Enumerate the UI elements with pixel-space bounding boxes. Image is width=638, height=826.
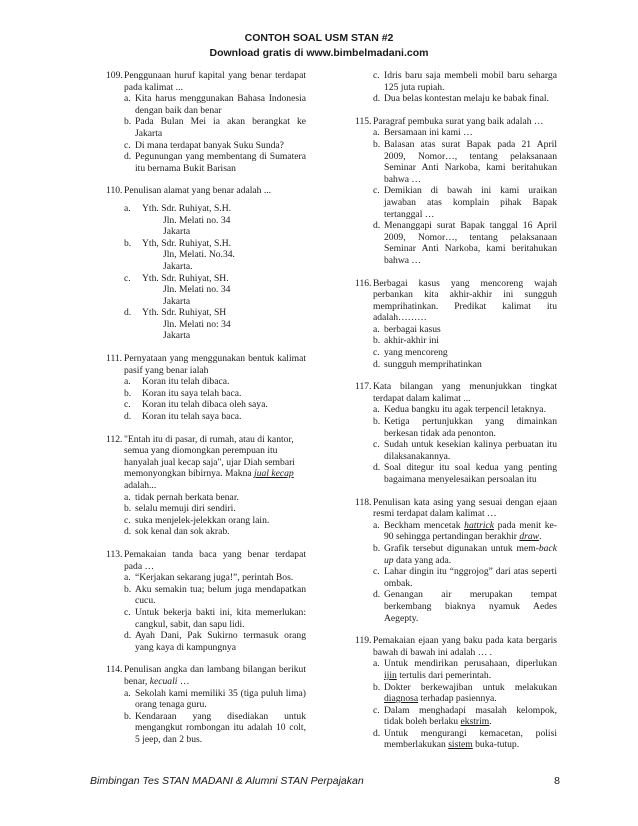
option-a: a. Bersamaan ini kami …: [373, 127, 473, 139]
question-116: [355, 278, 557, 371]
option-b: b. Grafik tersebut digunakan untuk mem-back up data yang ada.: [373, 542, 557, 566]
option-d: d. Pegunungan yang membentang di Sumatera itu bernama Bukit Barisan: [124, 151, 306, 174]
question-stem: Pernyataan yang menggunakan bentuk kalimat pasif yang benar ialah: [124, 353, 306, 376]
question-115: [355, 116, 557, 267]
question-117: [355, 381, 557, 485]
question-number: 117.: [355, 381, 372, 393]
option-d: d. sungguh memprihatinkan: [373, 358, 482, 370]
option-d: d. Genangan air merupakan tempat berkembang biaknya nyamuk Aedes Aegepty.: [373, 589, 557, 624]
page-header: [0, 31, 638, 61]
option-b: b. Aku semakin tua; belum juga mendapatkan cucu.: [124, 583, 306, 607]
option-b: b. Balasan atas surat Bapak pada 21 April 2009, Nomor…, tentang pelaksanaan Seminar Anti Narkoba, kami beritahukan bahwa …: [373, 138, 557, 185]
question-stem: Penulisan alamat yang benar adalah ...: [124, 185, 272, 197]
option-b: b. Yth, Sdr. Ruhiyat, S.H. Jln, Melati. No.34. Jakarta.: [124, 237, 235, 272]
right-column: [355, 70, 557, 751]
question-number: 109.: [106, 70, 123, 81]
option-c: c. Untuk bekerja bakti ini, kita memerlukan: cangkul, sabit, dan sapu lidi.: [124, 606, 306, 630]
left-column: [106, 70, 306, 745]
footer-text: Bimbingan Tes STAN MADANI & Alumni STAN Perpajakan: [90, 775, 364, 787]
question-stem: Kata bilangan yang menunjukkan tingkat terdapat dalam kalimat ...: [373, 381, 557, 404]
option-b: b. Koran itu saya telah baca.: [124, 387, 242, 399]
question-number: 112.: [106, 433, 123, 445]
option-d: d. Soal ditegur itu soal kedua yang penting bagaimana menyelesaikan persoalan itu: [373, 462, 557, 485]
question-number: 111.: [106, 353, 123, 365]
option-c: c. Lahar dingin itu “nggrojog” dari atas seperti ombak.: [373, 566, 557, 589]
option-c: c. Yth. Sdr. Ruhiyat, SH. Jln. Melati no. 34 Jakarta: [124, 272, 231, 307]
question-114-continued: [355, 70, 557, 105]
question-stem: Penulisan angka dan lambang bilangan berikut benar, kecuali …: [124, 664, 306, 687]
option-a: a. Yth. Sdr. Ruhiyat, S.H. Jln. Melati no. 34 Jakarta: [124, 202, 232, 238]
option-d: d. Ayah Dani, Pak Sukirno termasuk orang yang kaya di kampungnya: [124, 630, 306, 653]
question-118: [355, 497, 557, 625]
option-b: b. Kendaraan yang disediakan untuk mengangkut rombongan itu adalah 10 colt, 5 jeep, dan 2 bus.: [124, 710, 306, 745]
question-stem: Paragraf pembuka surat yang baik adalah …: [373, 115, 544, 127]
option-c: c. Idris baru saja membeli mobil baru seharga 125 juta rupiah.: [373, 70, 557, 93]
question-stem: "Entah itu di pasar, di rumah, atau di kantor, semua yang diomongkan perempuan itu hanyalah jual kecap saja", ujar Diah sembari memonyongkan bibirnya. Makna jual kecap adalah...: [124, 433, 295, 491]
question-111: [106, 353, 306, 423]
question-110: [106, 185, 306, 342]
question-stem: Pemakaian tanda baca yang benar terdapat pada …: [124, 548, 306, 572]
option-c: c. Koran itu telah dibaca oleh saya.: [124, 399, 268, 411]
option-a: a. tidak pernah berkata benar.: [124, 491, 239, 503]
option-a: a. Sekolah kami memiliki 35 (tiga puluh lima) orang tenaga guru.: [124, 687, 306, 711]
question-number: 110.: [106, 185, 123, 197]
option-b: b. Ketiga pertunjukkan yang dimainkan berkesan tidak ada penonton.: [373, 416, 557, 439]
question-number: 113.: [106, 548, 123, 560]
option-b: b. Dokter berkewajiban untuk melakukan diagnosa terhadap pasiennya.: [373, 681, 557, 705]
option-d: d. Koran itu telah saya baca.: [124, 411, 242, 423]
question-stem: Penggunaan huruf kapital yang benar terdapat pada kalimat ...: [124, 70, 306, 93]
page-number: 8: [554, 775, 560, 787]
option-c: c. Demikian di bawah ini kami uraikan jawaban atas komplain pihak Bapak tertanggal …: [373, 185, 557, 220]
question-112: [106, 434, 306, 538]
option-d: d. Dua belas kontestan melaju ke babak final.: [373, 93, 549, 105]
question-stem: Penulisan kata asing yang sesuai dengan ejaan resmi terdapat dalam kalimat …: [373, 496, 557, 520]
question-113: [106, 549, 306, 653]
page-subtitle: Download gratis di www.bimbelmadani.com: [209, 47, 429, 59]
question-number: 116.: [355, 277, 372, 289]
option-a: a. “Kerjakan sekarang juga!”, perintah Bos.: [124, 572, 294, 584]
option-a: a. Untuk mendirikan perusahaan, diperlukan ijin tertulis dari pemerintah.: [373, 658, 557, 681]
option-d: d. Yth. Sdr. Ruhiyat, SH Jln. Melati no: 34 Jakarta: [124, 307, 231, 342]
page-footer: [90, 775, 560, 787]
option-a: a. berbagai kasus: [373, 323, 441, 335]
question-stem: Pemakaian ejaan yang baku pada kata bergaris bawah di bawah ini adalah … .: [373, 635, 557, 658]
option-b: b. akhir-akhir ini: [373, 335, 439, 347]
option-c: c. Di mana terdapat banyak Suku Sunda?: [124, 139, 284, 151]
option-d: d. Untuk mengurangi kemacetan, polisi memberlakukan sistem buka-tutup.: [373, 727, 557, 751]
page-title: CONTOH SOAL USM STAN #2: [244, 32, 394, 44]
option-a: a. Kedua bangku itu agak terpencil letaknya.: [373, 404, 546, 416]
question-stem: Berbagai kasus yang mencoreng wajah perbankan kita akhir-akhir ini sungguh memprihatinkan. Predikat kalimat itu adalah………: [373, 277, 557, 324]
option-a: a. Beckham mencetak hattrick pada menit ke-90 sehingga pertandingan berakhir draw.: [373, 519, 558, 543]
option-b: b. Pada Bulan Mei ia akan berangkat ke Jakarta: [124, 116, 306, 139]
option-d: d. sok kenal dan sok akrab.: [124, 526, 230, 538]
question-119: [355, 635, 557, 751]
option-b: b. selalu memuji diri sendiri.: [124, 503, 236, 515]
option-c: c. yang mencoreng: [373, 347, 448, 359]
question-number: 115.: [355, 115, 372, 127]
option-d: d. Menanggapi surat Bapak tanggal 16 April 2009, Nomor…, tentang pelaksanaan Seminar Anti Narkoba, kami beritahukan bahwa …: [373, 220, 557, 266]
option-c: c. Dalam menghadapi masalah kelompok, tidak boleh berlaku ekstrim.: [373, 704, 557, 728]
question-114: [106, 664, 306, 745]
question-number: 118.: [355, 496, 372, 508]
option-c: c. Sudah untuk kesekian kalinya perbuatan itu dilaksanakannya.: [373, 439, 557, 462]
question-number: 114.: [106, 664, 123, 676]
option-c: c. suka menjelek-jelekkan orang lain.: [124, 514, 270, 526]
question-109: [106, 70, 306, 174]
question-number: 119.: [355, 635, 372, 647]
option-a: a. Kita harus menggunakan Bahasa Indonesia dengan baik dan benar: [124, 93, 306, 116]
option-a: a. Koran itu telah dibaca.: [124, 376, 230, 388]
